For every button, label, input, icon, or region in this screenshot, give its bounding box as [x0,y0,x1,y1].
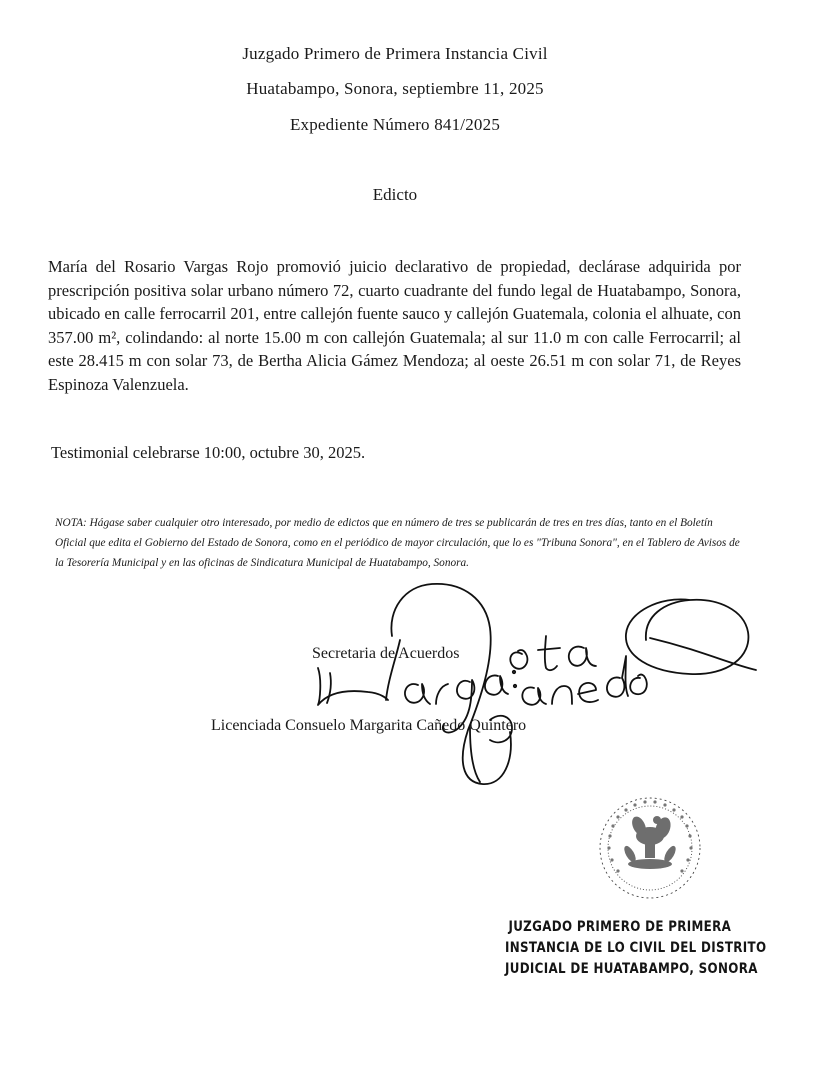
signatory-name: Licenciada Consuelo Margarita Cañedo Quintero [211,717,527,734]
court-stamp [505,917,767,980]
nota-text: Hágase saber cualquier otro interesado, por medio de edictos que en número de tres se publicarán de tres en tres días, tanto en el Boletín Oficial que edita el Gobierno del Estado de Sonora, como en el periódico de mayor circulación, que lo es "Tribuna Sonora", en el Tablero de Avisos de la Tesorería Municipal y en las oficinas de Sindicatura Municipal de Huatabampo, Sonora. [55,517,740,569]
document-title: Edicto [372,185,418,204]
coat-of-arms-seal-icon [585,796,715,906]
nota-paragraph [55,513,741,573]
file-number: Expediente Número 841/2025 [289,115,501,134]
court-name: Juzgado Primero de Primera Instancia Civil [242,44,548,63]
stamp-line-1: JUZGADO PRIMERO DE PRIMERA [508,919,732,935]
testimonial-line: Testimonial celebrarse 10:00, octubre 30, 2025. [51,443,366,462]
nota-label: NOTA: [55,517,87,529]
place-date: Huatabampo, Sonora, septiembre 11, 2025 [246,79,544,98]
edict-body: María del Rosario Vargas Rojo promovió juicio declarativo de propiedad, declárase adquirida por prescripción positiva solar urbano número 72, cuarto cuadrante del fundo legal de Huatabampo, Sonora, ubicado en calle ferrocarril 201, entre callejón fuente sauco y callejón Guatemala, colonia el alhuate, con 357.00 m², colindando: al norte 15.00 m con callejón Guatemala; al sur 11.0 m con calle Ferrocarril; al este 28.415 m con solar 73, de Bertha Alicia Gámez Mendoza; al oeste 26.51 m con solar 71, de Reyes Espinoza Valenzuela. [48,257,741,394]
stamp-line-2: INSTANCIA DE LO CIVIL DEL DISTRITO [505,940,767,956]
stamp-line-3: JUDICIAL DE HUATABAMPO, SONORA [505,961,758,977]
signatory-role: Secretaria de Acuerdos [312,645,460,662]
